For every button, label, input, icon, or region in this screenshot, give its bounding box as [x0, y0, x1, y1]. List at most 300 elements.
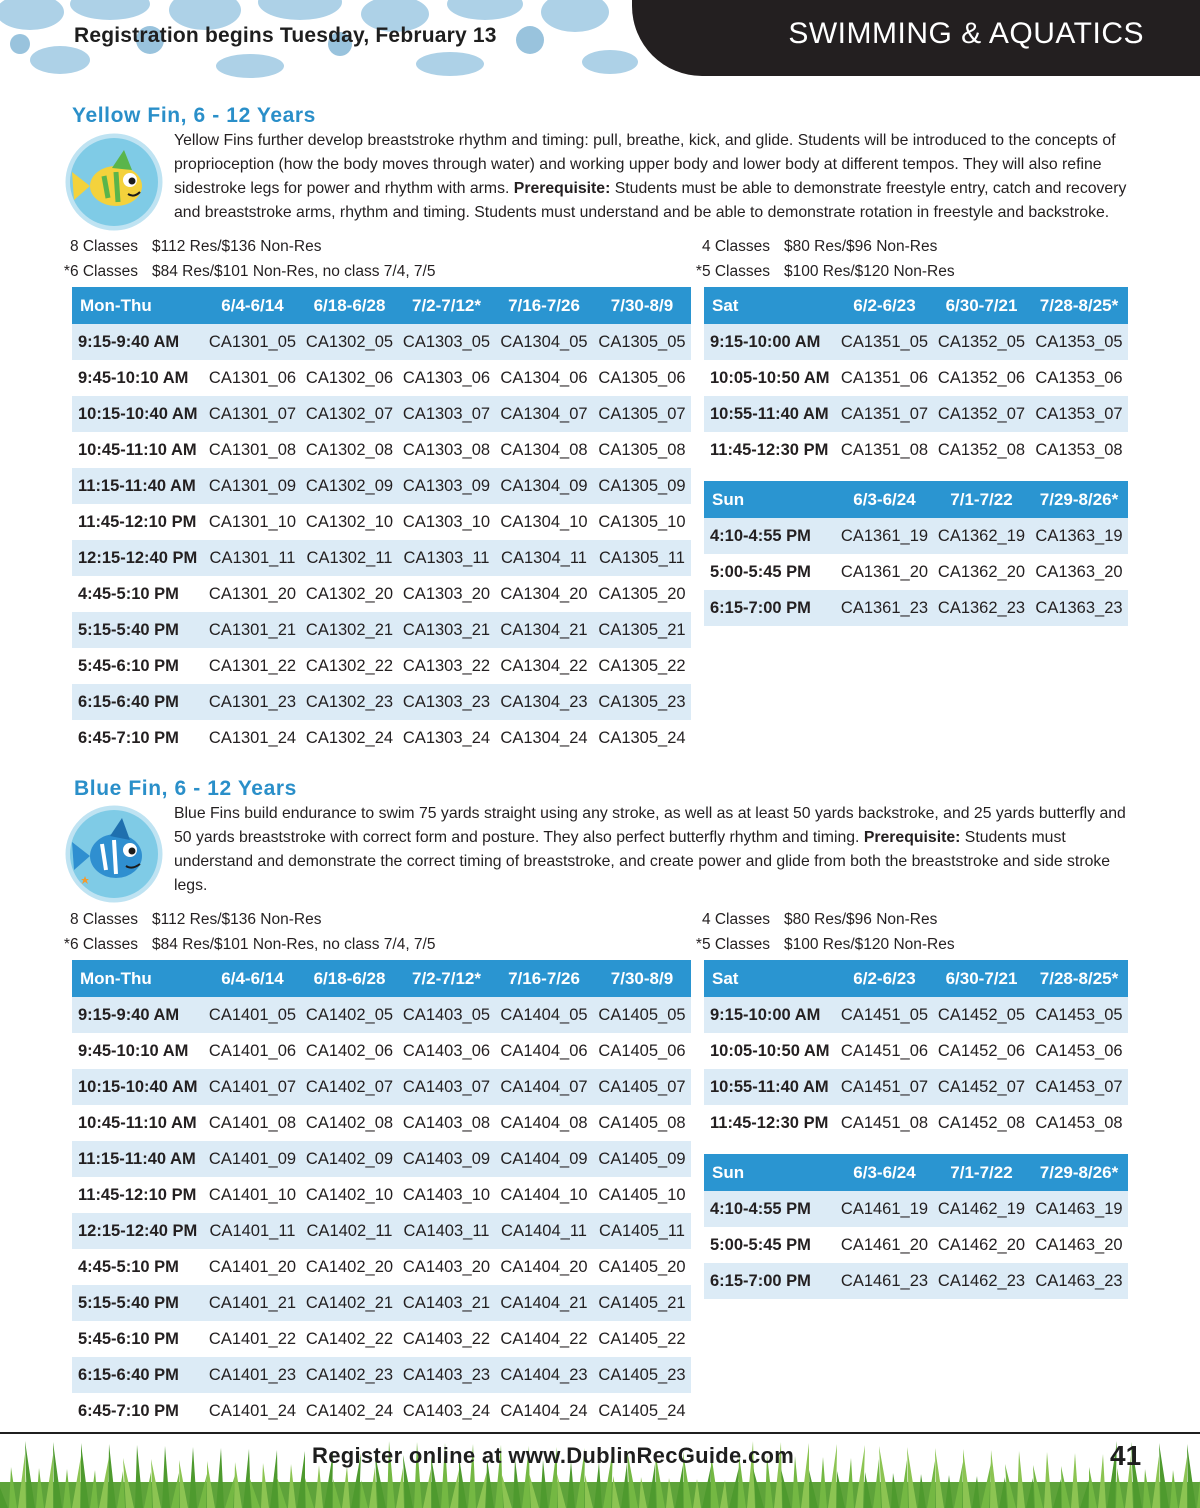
class-code: CA1403_22: [398, 1321, 495, 1357]
date-range-header: 7/2-7/12*: [398, 287, 495, 324]
class-code: CA1405_24: [593, 1393, 691, 1429]
fee-row: [44, 234, 435, 259]
class-code: CA1352_08: [933, 432, 1030, 468]
fee-count: 8 Classes: [69, 911, 138, 928]
date-range-header: 6/30-7/21: [933, 287, 1030, 324]
time-slot: 6:45-7:10 PM: [72, 1393, 204, 1429]
class-code: CA1305_09: [593, 468, 691, 504]
time-slot: 5:15-5:40 PM: [72, 1285, 204, 1321]
class-code: CA1302_09: [301, 468, 398, 504]
class-code: CA1301_24: [204, 720, 301, 756]
class-code: CA1403_06: [398, 1033, 495, 1069]
class-code: CA1402_09: [301, 1141, 398, 1177]
class-code: CA1453_06: [1030, 1033, 1128, 1069]
class-code: CA1303_11: [398, 540, 495, 576]
class-code: CA1404_20: [495, 1249, 593, 1285]
class-code: CA1363_19: [1030, 518, 1128, 554]
class-code: CA1361_20: [836, 554, 933, 590]
table-row: [704, 1263, 1128, 1299]
class-code: CA1461_19: [836, 1191, 933, 1227]
class-code: CA1405_06: [593, 1033, 691, 1069]
page-header: [0, 0, 1200, 78]
class-code: CA1401_10: [204, 1177, 301, 1213]
fee-price: $100 Res/$120 Non-Res: [784, 936, 955, 953]
class-code: CA1353_06: [1030, 360, 1128, 396]
yellow-fin-weekday-fees: [44, 234, 435, 284]
fee-row: [44, 932, 435, 957]
time-slot: 11:45-12:10 PM: [72, 1177, 204, 1213]
class-code: CA1303_24: [398, 720, 495, 756]
grass-blade: [270, 1450, 278, 1508]
table-row: [72, 1177, 691, 1213]
class-code: CA1451_05: [836, 997, 933, 1033]
date-range-header: 6/18-6/28: [301, 287, 398, 324]
class-code: CA1351_05: [836, 324, 933, 360]
yellow-fin-saturday-table: [704, 287, 1128, 468]
table-row: [704, 432, 1128, 468]
class-code: CA1401_20: [204, 1249, 301, 1285]
yellow-fin-title: Yellow Fin, 6 - 12 Years: [72, 104, 316, 127]
class-code: CA1404_23: [495, 1357, 593, 1393]
table-row: [72, 1285, 691, 1321]
fee-count: 4 Classes: [701, 911, 770, 928]
fee-price: $100 Res/$120 Non-Res: [784, 263, 955, 280]
time-slot: 4:10-4:55 PM: [704, 518, 836, 554]
class-code: CA1402_24: [301, 1393, 398, 1429]
section-tab: [632, 0, 1200, 76]
class-code: CA1405_05: [593, 997, 691, 1033]
time-slot: 6:15-6:40 PM: [72, 1357, 204, 1393]
class-code: CA1404_07: [495, 1069, 593, 1105]
class-code: CA1304_20: [495, 576, 593, 612]
day-header: Sat: [704, 287, 836, 324]
time-slot: 4:45-5:10 PM: [72, 576, 204, 612]
class-code: CA1461_20: [836, 1227, 933, 1263]
class-code: CA1401_08: [204, 1105, 301, 1141]
class-code: CA1304_11: [495, 540, 593, 576]
grass-blade: [801, 1443, 809, 1508]
class-code: CA1401_22: [204, 1321, 301, 1357]
class-code: CA1353_07: [1030, 396, 1128, 432]
class-code: CA1301_05: [204, 324, 301, 360]
time-slot: 6:15-7:00 PM: [704, 590, 836, 626]
table-row: [72, 1069, 691, 1105]
class-code: CA1403_23: [398, 1357, 495, 1393]
blue-fish-icon: [60, 800, 168, 908]
class-code: CA1362_19: [933, 518, 1030, 554]
class-code: CA1463_20: [1030, 1227, 1128, 1263]
time-slot: 9:15-10:00 AM: [704, 997, 836, 1033]
class-code: CA1305_24: [593, 720, 691, 756]
fee-count: *6 Classes: [63, 263, 138, 280]
time-slot: 9:45-10:10 AM: [72, 1033, 204, 1069]
class-code: CA1303_06: [398, 360, 495, 396]
class-code: CA1304_06: [495, 360, 593, 396]
grass-blade: [1044, 1452, 1052, 1508]
class-code: CA1352_07: [933, 396, 1030, 432]
table-row: [704, 518, 1128, 554]
time-slot: 10:05-10:50 AM: [704, 360, 836, 396]
yellow-fin-description: [174, 129, 1130, 225]
fee-row: [676, 932, 955, 957]
class-code: CA1301_23: [204, 684, 301, 720]
time-slot: 11:15-11:40 AM: [72, 1141, 204, 1177]
class-code: CA1452_05: [933, 997, 1030, 1033]
date-range-header: 7/30-8/9: [593, 960, 691, 997]
class-code: CA1452_06: [933, 1033, 1030, 1069]
class-code: CA1402_08: [301, 1105, 398, 1141]
fee-price: $80 Res/$96 Non-Res: [784, 238, 938, 255]
class-code: CA1361_19: [836, 518, 933, 554]
table-row: [704, 1105, 1128, 1141]
date-range-header: 7/28-8/25*: [1030, 287, 1128, 324]
section-title: SWIMMING & AQUATICS: [788, 17, 1144, 50]
class-code: CA1404_09: [495, 1141, 593, 1177]
time-slot: 11:45-12:10 PM: [72, 504, 204, 540]
class-code: CA1401_23: [204, 1357, 301, 1393]
class-code: CA1301_22: [204, 648, 301, 684]
fee-price: $80 Res/$96 Non-Res: [784, 911, 938, 928]
class-code: CA1404_11: [495, 1213, 593, 1249]
table-row: [72, 720, 691, 756]
class-code: CA1401_05: [204, 997, 301, 1033]
table-header-row: [72, 960, 691, 997]
time-slot: 5:45-6:10 PM: [72, 1321, 204, 1357]
class-code: CA1404_24: [495, 1393, 593, 1429]
class-code: CA1362_23: [933, 590, 1030, 626]
table-row: [72, 1033, 691, 1069]
class-code: CA1353_05: [1030, 324, 1128, 360]
table-row: [704, 1033, 1128, 1069]
class-code: CA1402_21: [301, 1285, 398, 1321]
class-code: CA1402_07: [301, 1069, 398, 1105]
grass-blade: [189, 1447, 197, 1508]
table-row: [72, 504, 691, 540]
blue-fin-prereq-text: Students must understand and demonstrate the correct timing of breaststroke, and create power and glide from both the breaststroke and side stroke legs.: [174, 829, 1111, 894]
class-code: CA1302_08: [301, 432, 398, 468]
blue-fin-prereq-label: Prerequisite:: [863, 829, 961, 846]
table-row: [72, 612, 691, 648]
class-code: CA1453_05: [1030, 997, 1128, 1033]
fee-price: $84 Res/$101 Non-Res, no class 7/4, 7/5: [152, 936, 436, 953]
blue-fin-title: Blue Fin, 6 - 12 Years: [74, 777, 297, 800]
table-row: [72, 1141, 691, 1177]
class-code: CA1401_11: [204, 1213, 301, 1249]
grass-blade: [1017, 1451, 1025, 1508]
class-code: CA1303_07: [398, 396, 495, 432]
class-code: CA1301_08: [204, 432, 301, 468]
blue-fin-desc-text: Blue Fins build endurance to swim 75 yards straight using any stroke, as well as at least 50 yards backstroke, and 25 yards butterfly and 50 yards breaststroke with correct form and posture. They also perfect butterfly rhythm and timing.: [174, 805, 1126, 846]
class-code: CA1403_09: [398, 1141, 495, 1177]
class-code: CA1304_24: [495, 720, 593, 756]
date-range-header: 6/3-6/24: [836, 1154, 933, 1191]
class-code: CA1404_06: [495, 1033, 593, 1069]
class-code: CA1401_09: [204, 1141, 301, 1177]
class-code: CA1302_23: [301, 684, 398, 720]
blue-fin-weekday-table: [72, 960, 691, 1429]
blue-fin-description: [174, 802, 1130, 898]
table-row: [704, 590, 1128, 626]
class-code: CA1403_08: [398, 1105, 495, 1141]
class-code: CA1302_05: [301, 324, 398, 360]
class-code: CA1303_05: [398, 324, 495, 360]
table-row: [72, 540, 691, 576]
blue-fin-saturday-table: [704, 960, 1128, 1141]
grass-blade: [990, 1450, 998, 1508]
yellow-fin-weekend-fees: [676, 234, 955, 284]
table-header-row: [704, 287, 1128, 324]
fee-count: 4 Classes: [701, 238, 770, 255]
day-header: Sat: [704, 960, 836, 997]
class-code: CA1302_21: [301, 612, 398, 648]
class-code: CA1405_21: [593, 1285, 691, 1321]
class-code: CA1451_07: [836, 1069, 933, 1105]
fee-count: *5 Classes: [695, 263, 770, 280]
date-range-header: 6/4-6/14: [204, 960, 301, 997]
time-slot: 6:45-7:10 PM: [72, 720, 204, 756]
class-code: CA1404_08: [495, 1105, 593, 1141]
class-code: CA1401_21: [204, 1285, 301, 1321]
class-code: CA1305_06: [593, 360, 691, 396]
class-code: CA1402_20: [301, 1249, 398, 1285]
time-slot: 6:15-6:40 PM: [72, 684, 204, 720]
fee-row: [676, 234, 955, 259]
class-code: CA1305_23: [593, 684, 691, 720]
date-range-header: 6/3-6/24: [836, 481, 933, 518]
class-code: CA1401_24: [204, 1393, 301, 1429]
class-code: CA1401_06: [204, 1033, 301, 1069]
table-row: [72, 1249, 691, 1285]
date-range-header: 6/2-6/23: [836, 960, 933, 997]
class-code: CA1403_07: [398, 1069, 495, 1105]
time-slot: 9:45-10:10 AM: [72, 360, 204, 396]
table-header-row: [72, 287, 691, 324]
class-code: CA1304_10: [495, 504, 593, 540]
table-row: [704, 396, 1128, 432]
class-code: CA1351_08: [836, 432, 933, 468]
class-code: CA1305_22: [593, 648, 691, 684]
time-slot: 5:15-5:40 PM: [72, 612, 204, 648]
table-row: [72, 1105, 691, 1141]
time-slot: 12:15-12:40 PM: [72, 1213, 204, 1249]
class-code: CA1302_06: [301, 360, 398, 396]
class-code: CA1402_10: [301, 1177, 398, 1213]
fee-count: 8 Classes: [69, 238, 138, 255]
grass-blade: [963, 1449, 971, 1508]
class-code: CA1304_09: [495, 468, 593, 504]
blue-fin-weekend-fees: [676, 907, 955, 957]
yellow-fin-weekday-table: [72, 287, 691, 756]
time-slot: 10:55-11:40 AM: [704, 1069, 836, 1105]
class-code: CA1304_22: [495, 648, 593, 684]
class-code: CA1351_06: [836, 360, 933, 396]
class-code: CA1304_07: [495, 396, 593, 432]
class-code: CA1404_10: [495, 1177, 593, 1213]
class-code: CA1404_21: [495, 1285, 593, 1321]
grass-blade: [45, 1455, 53, 1508]
class-code: CA1405_09: [593, 1141, 691, 1177]
grass-blade: [135, 1445, 143, 1508]
class-code: CA1352_05: [933, 324, 1030, 360]
time-slot: 11:15-11:40 AM: [72, 468, 204, 504]
date-range-header: 7/29-8/26*: [1030, 481, 1128, 518]
class-code: CA1304_08: [495, 432, 593, 468]
fee-count: *5 Classes: [695, 936, 770, 953]
class-code: CA1453_08: [1030, 1105, 1128, 1141]
class-code: CA1302_24: [301, 720, 398, 756]
class-code: CA1305_08: [593, 432, 691, 468]
class-code: CA1403_24: [398, 1393, 495, 1429]
date-range-header: 7/2-7/12*: [398, 960, 495, 997]
table-row: [72, 324, 691, 360]
class-code: CA1303_23: [398, 684, 495, 720]
grass-blade: [18, 1454, 26, 1508]
class-code: CA1403_21: [398, 1285, 495, 1321]
class-code: CA1302_10: [301, 504, 398, 540]
class-code: CA1404_05: [495, 997, 593, 1033]
table-row: [72, 684, 691, 720]
time-slot: 5:00-5:45 PM: [704, 554, 836, 590]
time-slot: 4:45-5:10 PM: [72, 1249, 204, 1285]
table-row: [704, 324, 1128, 360]
class-code: CA1301_21: [204, 612, 301, 648]
registration-banner: Registration begins Tuesday, February 13: [74, 24, 497, 47]
class-code: CA1303_20: [398, 576, 495, 612]
class-code: CA1301_20: [204, 576, 301, 612]
time-slot: 12:15-12:40 PM: [72, 540, 204, 576]
fee-price: $112 Res/$136 Non-Res: [152, 238, 322, 255]
date-range-header: 7/29-8/26*: [1030, 1154, 1128, 1191]
class-code: CA1405_22: [593, 1321, 691, 1357]
table-row: [72, 997, 691, 1033]
day-header: Mon-Thu: [72, 287, 204, 324]
yellow-fin-sunday-table: [704, 481, 1128, 626]
time-slot: 4:10-4:55 PM: [704, 1191, 836, 1227]
class-code: CA1402_06: [301, 1033, 398, 1069]
class-code: CA1405_23: [593, 1357, 691, 1393]
table-row: [72, 1321, 691, 1357]
class-code: CA1404_22: [495, 1321, 593, 1357]
class-code: CA1305_21: [593, 612, 691, 648]
grass-blade: [216, 1448, 224, 1508]
class-code: CA1304_05: [495, 324, 593, 360]
fee-price: $112 Res/$136 Non-Res: [152, 911, 322, 928]
class-code: CA1301_09: [204, 468, 301, 504]
class-code: CA1403_05: [398, 997, 495, 1033]
table-row: [704, 997, 1128, 1033]
date-range-header: 7/1-7/22: [933, 481, 1030, 518]
class-code: CA1303_22: [398, 648, 495, 684]
date-range-header: 6/4-6/14: [204, 287, 301, 324]
class-code: CA1362_20: [933, 554, 1030, 590]
day-header: Sun: [704, 1154, 836, 1191]
class-code: CA1302_11: [301, 540, 398, 576]
class-code: CA1403_11: [398, 1213, 495, 1249]
date-range-header: 7/16-7/26: [495, 960, 593, 997]
date-range-header: 6/18-6/28: [301, 960, 398, 997]
class-code: CA1301_07: [204, 396, 301, 432]
grass-blade: [1071, 1453, 1079, 1508]
class-code: CA1461_23: [836, 1263, 933, 1299]
table-header-row: [704, 1154, 1128, 1191]
class-code: CA1301_10: [204, 504, 301, 540]
table-row: [72, 576, 691, 612]
day-header: Sun: [704, 481, 836, 518]
date-range-header: 7/1-7/22: [933, 1154, 1030, 1191]
class-code: CA1352_06: [933, 360, 1030, 396]
footer-register-text: Register online at www.DublinRecGuide.com: [312, 1443, 795, 1468]
grass-blade: [297, 1451, 305, 1508]
class-code: CA1353_08: [1030, 432, 1128, 468]
day-header: Mon-Thu: [72, 960, 204, 997]
time-slot: 10:15-10:40 AM: [72, 396, 204, 432]
table-row: [704, 1191, 1128, 1227]
class-code: CA1452_08: [933, 1105, 1030, 1141]
table-header-row: [704, 481, 1128, 518]
date-range-header: 6/30-7/21: [933, 960, 1030, 997]
yellow-fin-prereq-text: Students must be able to demonstrate freestyle entry, catch and recovery and breaststroke arms, rhythm and timing. Students must understand and be able to demonstrate rotation in freestyle and backstroke.: [174, 180, 1127, 221]
class-code: CA1402_22: [301, 1321, 398, 1357]
table-row: [72, 1393, 691, 1429]
page-number: 41: [1110, 1440, 1142, 1471]
class-code: CA1402_11: [301, 1213, 398, 1249]
fee-count: *6 Classes: [63, 936, 138, 953]
class-code: CA1304_23: [495, 684, 593, 720]
date-range-header: 7/28-8/25*: [1030, 960, 1128, 997]
table-row: [704, 554, 1128, 590]
table-row: [72, 468, 691, 504]
time-slot: 6:15-7:00 PM: [704, 1263, 836, 1299]
class-code: CA1462_23: [933, 1263, 1030, 1299]
class-code: CA1303_10: [398, 504, 495, 540]
grass-blade: [1098, 1454, 1106, 1508]
class-code: CA1303_08: [398, 432, 495, 468]
class-code: CA1302_07: [301, 396, 398, 432]
table-row: [704, 1069, 1128, 1105]
class-code: CA1451_08: [836, 1105, 933, 1141]
class-code: CA1405_08: [593, 1105, 691, 1141]
class-code: CA1302_22: [301, 648, 398, 684]
class-code: CA1304_21: [495, 612, 593, 648]
fee-row: [44, 907, 435, 932]
class-code: CA1405_10: [593, 1177, 691, 1213]
class-code: CA1305_11: [593, 540, 691, 576]
yellow-fin-prereq-label: Prerequisite:: [513, 180, 611, 197]
fee-row: [44, 259, 435, 284]
fee-row: [676, 259, 955, 284]
class-code: CA1402_05: [301, 997, 398, 1033]
table-row: [72, 396, 691, 432]
class-code: CA1305_07: [593, 396, 691, 432]
class-code: CA1405_11: [593, 1213, 691, 1249]
class-code: CA1463_23: [1030, 1263, 1128, 1299]
table-row: [704, 360, 1128, 396]
class-code: CA1403_10: [398, 1177, 495, 1213]
class-code: CA1462_20: [933, 1227, 1030, 1263]
table-row: [72, 1357, 691, 1393]
time-slot: 10:15-10:40 AM: [72, 1069, 204, 1105]
fee-row: [676, 907, 955, 932]
table-row: [72, 1213, 691, 1249]
class-code: CA1402_23: [301, 1357, 398, 1393]
time-slot: 10:45-11:10 AM: [72, 432, 204, 468]
class-code: CA1462_19: [933, 1191, 1030, 1227]
time-slot: 5:45-6:10 PM: [72, 648, 204, 684]
table-header-row: [704, 960, 1128, 997]
time-slot: 5:00-5:45 PM: [704, 1227, 836, 1263]
time-slot: 11:45-12:30 PM: [704, 1105, 836, 1141]
fee-price: $84 Res/$101 Non-Res, no class 7/4, 7/5: [152, 263, 436, 280]
